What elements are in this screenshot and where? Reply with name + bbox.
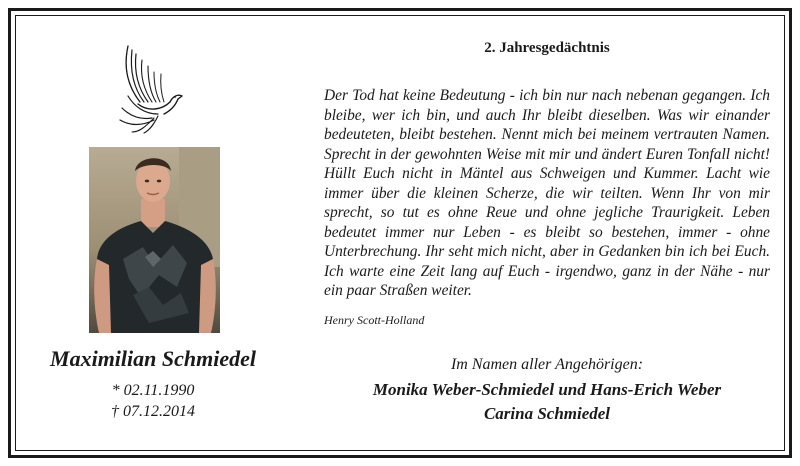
dove-icon (118, 44, 184, 134)
mourner-name: Carina Schmiedel (483, 404, 611, 423)
life-dates (24, 380, 282, 422)
birth-date: * 02.11.1990 (111, 382, 195, 399)
mourners-list (324, 378, 770, 426)
mourner-name: Monika Weber-Schmiedel und Hans-Erich Weber (372, 380, 722, 399)
death-date: † 07.12.2014 (111, 403, 195, 420)
mourners-intro: Im Namen aller Angehörigen: (450, 356, 644, 373)
portrait-photo (89, 147, 220, 333)
deceased-name: Maximilian Schmiedel (50, 346, 256, 371)
poem-text: Der Tod hat keine Bedeutung - ich bin nur nach nebenan gegangen. Ich bleibe, wer ich bin, und auch Ihr bleibt dieselben. Was wir einander bedeuteten, bleibt bestehen. Nennt mich bei meinem vertrauten Namen. Sprecht in der gewohnten Weise mit mir und ändert Euren Tonfall nicht! Hüllt Euch nicht in Mäntel aus Schweigen und Kummer. Lacht wie immer über die kleinen Scherze, die wir teilten. Wenn Ihr von mir sprecht, so tut es ohne Reue und ohne jegliche Traurigkeit. Leben bedeutet immer nur Leben - es bleibt so bestehen, immer - ohne Unterbrechung. Ihr seht mich nicht, aber in Gedanken bin ich bei Euch. Ich warte eine Zeit lang auf Euch - irgendwo, ganz in der Nähe - nur ein paar Straßen weiter. (324, 87, 770, 299)
notice-heading: 2. Jahresgedächtnis (484, 40, 610, 56)
poem-author: Henry Scott-Holland (324, 313, 425, 327)
